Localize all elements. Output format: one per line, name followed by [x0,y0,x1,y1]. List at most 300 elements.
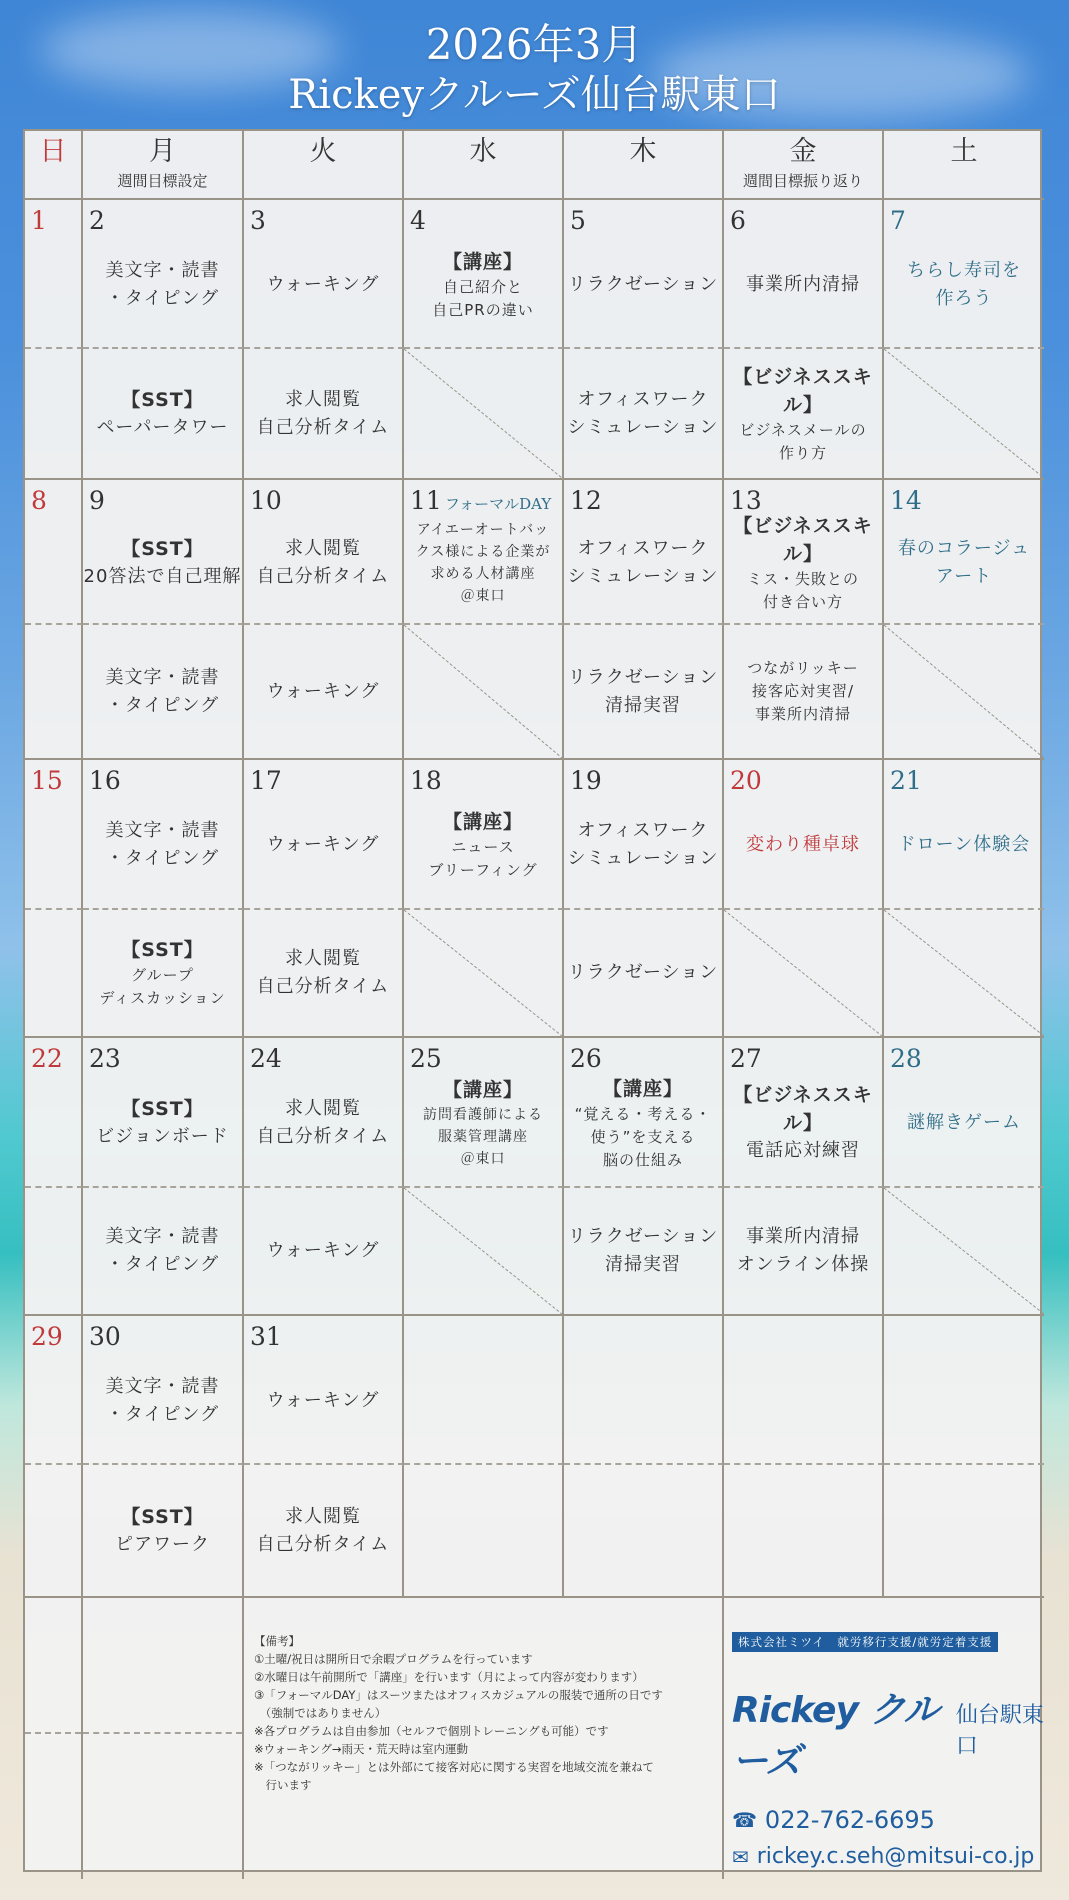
weekday-sub: 週間目標振り返り [742,172,863,190]
day-number-wrap [89,1044,121,1073]
event-line: シミュレーション [567,848,719,869]
day-cell-pm [884,1188,1044,1316]
day-cell-am [724,480,884,625]
day-number-wrap [890,1044,922,1073]
day-number: 21 [890,766,922,795]
footer-blank-mon [83,1598,244,1879]
event-text [568,1223,719,1279]
day-cell-am [404,1038,564,1188]
day-cell-am [25,1038,83,1188]
day-cell-am [83,1316,244,1465]
note-line: ③「フォーマルDAY」はスーツまたはオフィスカジュアルの服装で通所の日です [254,1688,663,1702]
day-number: 9 [89,486,105,515]
event-line: 接客応対実習/ [751,682,855,700]
event-text [568,271,719,299]
day-number: 5 [570,206,586,235]
event-text [737,1223,869,1279]
day-number: 16 [89,766,121,795]
day-number: 15 [31,766,63,795]
event-line: 求人閲覧 [284,1505,361,1527]
day-cell-am [83,1038,244,1188]
event-text [106,1373,220,1429]
day-cell-pm [25,910,83,1038]
event-line: 自己PRの違い [432,300,534,319]
event-line: 自己分析タイム [256,976,390,997]
event-line: 清掃実習 [605,694,681,716]
day-number: 25 [410,1044,442,1073]
event-text [575,1075,712,1172]
day-number-wrap [31,206,47,235]
mail-line [732,1844,1034,1869]
day-cell-am [564,1316,724,1465]
day-number: 3 [250,206,266,235]
event-text [746,271,860,299]
day-number-wrap [730,1044,762,1073]
day-cell-am [404,760,564,910]
day-number-wrap [410,1044,442,1073]
weekday-label: 水 [469,136,497,167]
day-cell-am [724,1316,884,1465]
event-line: 【講座】 [442,250,523,273]
logo-sub: 仙台駅東口 [955,1703,1044,1759]
day-cell-am [404,200,564,349]
day-cell-pm [404,1465,564,1598]
closed-slash [404,625,562,758]
event-line: 作り方 [778,443,827,462]
event-line: 自己紹介と [442,277,523,296]
event-line: 春のコラージュ [897,537,1031,559]
calendar-header [0,20,1069,120]
day-number-wrap [890,766,922,795]
day-number: 7 [890,206,906,235]
weekday-label: 土 [950,136,978,167]
event-line: 付き合い方 [762,592,843,611]
event-line: 美文字・読書 [105,1375,220,1397]
event-line: つながリッキー [747,659,859,677]
day-cell-am [884,200,1044,349]
day-cell-pm [724,349,884,480]
day-cell-am [244,760,404,910]
event-line: オフィスワーク [577,388,709,410]
event-line: 美文字・読書 [105,1226,220,1247]
day-cell-am [724,1038,884,1188]
event-line: 【SST】 [121,939,204,961]
event-line: 美文字・読書 [105,259,220,281]
closed-slash [884,1188,1044,1314]
event-line: 謎解きゲーム [907,1112,1021,1133]
day-number-wrap [89,1322,121,1351]
phone-number[interactable]: 022-762-6695 [764,1806,935,1834]
day-cell-pm [404,910,564,1038]
event-text [423,1076,543,1170]
day-number: 24 [250,1044,282,1073]
event-line: 自己分析タイム [256,416,390,438]
day-cell-am [244,1316,404,1465]
event-line: リラクゼーション [567,962,719,983]
day-cell-am [884,1038,1044,1188]
day-cell-pm [244,1188,404,1316]
weekday-header-mon [83,131,244,200]
day-number-wrap [410,206,426,235]
day-number: 18 [410,766,442,795]
event-line: 20答法で自己理解 [83,565,242,587]
day-number-wrap [250,486,282,515]
day-cell-am [83,200,244,349]
day-cell-pm [724,1188,884,1316]
event-line: 訪問看護師による [423,1107,543,1123]
day-number-wrap [570,766,602,795]
event-line: ・タイピング [105,694,220,716]
day-cell-pm [83,910,244,1038]
event-line: ピアワーク [115,1533,210,1555]
event-text [267,271,380,299]
day-cell-am [404,1316,564,1465]
day-number-wrap [89,486,105,515]
weekday-header-sat [884,131,1044,200]
day-number: 1 [31,206,47,235]
event-line: リラクゼーション [567,666,719,688]
event-line: 求める人材講座 [430,565,536,582]
day-number: 12 [570,486,602,515]
event-line: 【ビジネススキル】 [733,365,873,416]
event-line: ドローン体験会 [897,834,1031,855]
event-text [106,817,220,873]
day-cell-am [25,1316,83,1465]
event-line: ちらし寿司を [907,259,1021,281]
note-line: ②水曜日は午前開所で「講座」を行います（月によって内容が変わります） [254,1670,644,1684]
day-cell-pm [83,1188,244,1316]
day-cell-pm [884,625,1044,760]
day-cell-pm [244,1465,404,1598]
day-cell-pm [244,625,404,760]
event-text [257,535,390,591]
day-number: 11 [410,486,442,515]
day-number: 4 [410,206,426,235]
event-text [257,1503,390,1559]
day-number: 8 [31,486,47,515]
day-number-wrap [250,766,282,795]
event-line: ペーパータワー [96,416,229,438]
event-line: ・タイピング [105,848,220,869]
day-cell-am [244,200,404,349]
day-cell-pm [25,1188,83,1316]
event-text [267,678,380,706]
day-number: 14 [890,486,922,515]
event-line: アート [935,565,993,587]
day-number-wrap [410,766,442,795]
day-number: 22 [31,1044,63,1073]
day-cell-pm [724,1465,884,1598]
footer-divider [83,1732,242,1734]
event-line: 【講座】 [442,1079,523,1101]
event-line: ＠東口 [460,1151,506,1167]
day-cell-pm [564,349,724,480]
day-cell-pm [404,349,564,480]
day-cell-am [83,480,244,625]
event-line: 【SST】 [121,537,204,560]
office-title: Rickeyクルーズ仙台駅東口 [288,72,781,118]
day-number: 30 [89,1322,121,1351]
event-text [568,664,719,720]
day-cell-am [404,480,564,625]
day-cell-pm [564,625,724,760]
day-cell-am [244,1038,404,1188]
day-number-wrap [250,1044,282,1073]
company-tag: 株式会社ミツイ 就労移行支援/就労定着支援 [732,1632,998,1652]
day-cell-am [884,760,1044,910]
note-line: 【備考】 [254,1634,300,1648]
event-line: 求人閲覧 [284,1098,361,1119]
event-line: 美文字・読書 [105,820,220,841]
day-cell-pm [404,625,564,760]
event-line: シミュレーション [567,565,719,587]
weekday-header-wed [404,131,564,200]
event-line: 【ビジネススキル】 [733,1084,873,1134]
calendar-grid [23,129,1042,1872]
weekday-header-sun [25,131,83,200]
day-number: 6 [730,206,746,235]
month-title: 2026年3月 [425,20,644,69]
weekday-header-tue [244,131,404,200]
day-number-wrap [250,1322,282,1351]
event-text [99,936,225,1010]
event-line: リラクゼーション [567,1226,719,1247]
event-line: 美文字・読書 [105,666,220,688]
closed-slash [884,910,1044,1036]
event-text [746,831,860,859]
day-cell-pm [25,349,83,480]
weekday-label: 金 [789,136,817,167]
contact-box [724,1598,1044,1879]
event-text [106,664,220,720]
event-text [84,535,242,591]
event-text [267,831,380,859]
day-cell-pm [404,1188,564,1316]
event-line: ウォーキング [266,273,380,295]
event-line: 変わり種卓球 [746,834,860,855]
day-cell-am [724,200,884,349]
closed-slash [724,910,882,1036]
event-line: シミュレーション [567,416,719,438]
day-cell-am [83,760,244,910]
day-cell-am [564,1038,724,1188]
event-line: ＠東口 [460,587,506,604]
event-line: ・タイピング [105,1254,220,1275]
event-text [257,1095,390,1151]
day-cell-am [25,760,83,910]
weekday-label: 月 [149,136,176,167]
day-number: 26 [570,1044,602,1073]
event-line: 清掃実習 [605,1254,681,1275]
day-number-wrap [730,206,746,235]
day-cell-pm [564,1465,724,1598]
day-cell-am [25,200,83,349]
weekday-label: 火 [309,136,337,167]
event-line: ウォーキング [266,834,380,855]
event-line: 事業所内清掃 [746,273,860,295]
note-line: 行います [254,1778,312,1792]
event-line: ビジネスメールの [739,420,867,439]
event-line: 自己分析タイム [256,565,390,587]
closed-slash [884,625,1044,758]
day-number-wrap [410,486,551,515]
event-line: オフィスワーク [577,537,709,559]
event-line: オンライン体操 [736,1254,870,1275]
day-cell-pm [25,1465,83,1598]
note-line: ①土曜/祝日は開所日で余暇プログラムを行っています [254,1652,533,1666]
day-cell-pm [83,625,244,760]
event-line: ウォーキング [266,1240,380,1261]
event-line: 【SST】 [121,388,204,411]
notes-box [244,1598,724,1879]
day-number: 2 [89,206,105,235]
event-line: 求人閲覧 [284,948,361,969]
event-line: クス様による企業が [415,543,551,560]
event-line: 【SST】 [121,1098,204,1120]
day-number: 23 [89,1044,121,1073]
event-line: ・タイピング [105,287,220,309]
event-line: 自己分析タイム [256,1533,390,1555]
event-text [898,535,1030,591]
note-line: ※ウォーキング→雨天・荒天時は室内運動 [254,1742,468,1756]
formal-day-label: フォーマルDAY [444,495,552,513]
event-text [747,657,858,726]
closed-slash [404,910,562,1036]
day-number: 20 [730,766,762,795]
mail-icon: ✉ [732,1844,749,1869]
event-text [267,1387,380,1415]
weekday-label: 日 [39,136,67,167]
day-cell-pm [25,625,83,760]
day-cell-pm [83,1465,244,1598]
day-cell-pm [884,1465,1044,1598]
event-text [568,535,719,591]
event-text [724,512,882,614]
event-line: 求人閲覧 [284,388,361,410]
weekday-sub: 週間目標設定 [117,172,208,190]
day-cell-pm [564,1188,724,1316]
event-line: 脳の仕組み [602,1150,683,1169]
event-line: 自己分析タイム [256,1126,390,1147]
note-line: （強制ではありません） [254,1706,387,1720]
note-line: ※「つながリッキー」とは外部にて接客対応に関する実習を地域交流を兼ねて [254,1760,654,1774]
event-line: 作ろう [935,287,993,309]
event-text [432,248,533,322]
phone-line [732,1806,935,1834]
event-text [898,831,1031,859]
closed-slash [404,1188,562,1314]
event-line: ニュース [451,838,515,856]
event-line: リラクゼーション [567,273,719,295]
event-text [416,519,551,607]
event-text [257,386,390,442]
event-line: “覚える・考える・ [574,1104,712,1123]
event-line: ウォーキング [266,680,380,702]
day-number-wrap [31,1322,63,1351]
closed-slash [884,349,1044,478]
day-number: 13 [730,486,762,515]
event-line: 事業所内清掃 [746,1226,860,1247]
day-cell-pm [564,910,724,1038]
day-number: 27 [730,1044,762,1073]
event-text [106,1223,220,1279]
day-number-wrap [570,486,602,515]
day-cell-pm [244,910,404,1038]
day-cell-am [564,200,724,349]
event-line: 【ビジネススキル】 [733,514,873,565]
day-number-wrap [31,1044,63,1073]
day-number-wrap [730,486,762,515]
day-number-wrap [31,766,63,795]
day-cell-pm [724,625,884,760]
day-cell-am [884,480,1044,625]
day-number-wrap [730,766,762,795]
day-number-wrap [890,206,906,235]
event-line: 【講座】 [442,811,523,833]
event-line: 服薬管理講座 [438,1129,528,1145]
day-cell-pm [83,349,244,480]
footer-divider [25,1732,81,1734]
day-cell-am [884,1316,1044,1465]
event-text [96,386,228,442]
event-text [907,1109,1021,1137]
event-text [568,817,719,873]
day-cell-am [244,480,404,625]
event-line: グループ [131,966,194,984]
email-address[interactable]: rickey.c.seh@mitsui-co.jp [756,1844,1035,1869]
event-line: ・タイピング [105,1403,220,1425]
event-text [96,1095,229,1151]
event-line: 【SST】 [121,1505,204,1528]
event-text [724,363,882,465]
closed-slash [404,349,562,478]
day-number: 29 [31,1322,63,1351]
day-cell-pm [884,349,1044,480]
event-text [428,808,537,882]
day-cell-am [724,760,884,910]
day-cell-pm [724,910,884,1038]
event-line: 電話応対練習 [746,1140,860,1161]
phone-icon: ☎ [732,1808,757,1832]
event-text [724,1081,882,1165]
event-text [106,257,220,313]
weekday-label: 木 [629,136,657,167]
day-cell-am [564,480,724,625]
event-line: 【講座】 [602,1077,683,1100]
event-line: ビジョンボード [96,1126,229,1147]
event-line: ブリーフィング [428,861,538,879]
event-line: 事業所内清掃 [754,705,851,723]
note-line: ※各プログラムは自由参加（セルフで個別トレーニングも可能）です [254,1724,609,1738]
event-line: ミス・失敗との [746,569,859,588]
event-text [568,386,719,442]
event-line: ウォーキング [266,1389,380,1411]
footer-blank-sun [25,1598,83,1879]
day-cell-am [564,760,724,910]
day-number: 17 [250,766,282,795]
day-number-wrap [89,206,105,235]
day-number-wrap [89,766,121,795]
day-number: 19 [570,766,602,795]
day-number: 31 [250,1322,282,1351]
weekday-header-thu [564,131,724,200]
event-text [267,1237,380,1265]
logo-main: Rickey クルーズ [732,1690,939,1782]
day-number-wrap [570,206,586,235]
event-text [907,257,1021,313]
event-text [257,945,390,1001]
day-number-wrap [250,206,266,235]
